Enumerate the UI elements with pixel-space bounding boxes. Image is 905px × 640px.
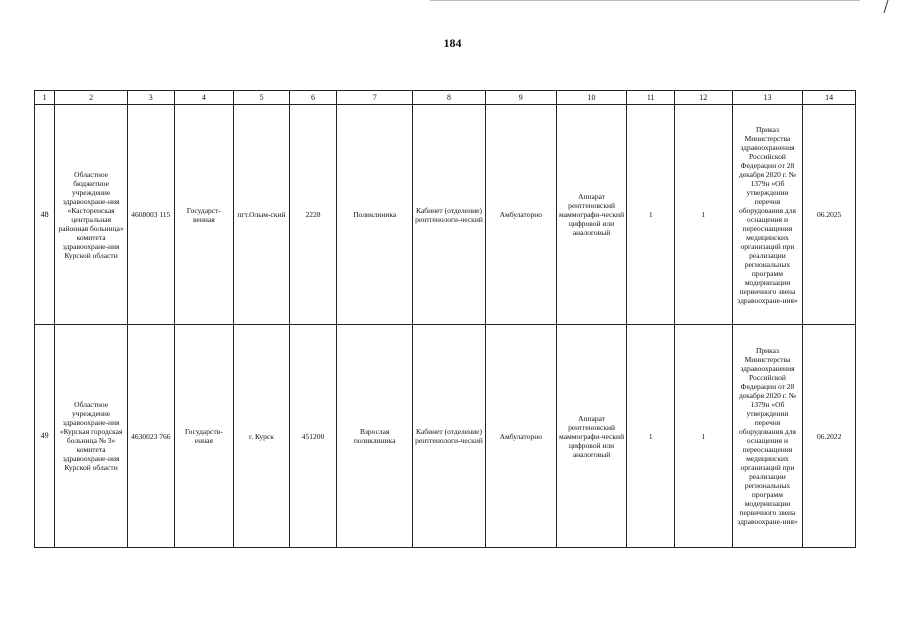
settlement: г. Курск bbox=[234, 325, 290, 548]
row-number: 49 bbox=[35, 325, 55, 548]
organization-name: Областное бюджетное учреждение здравоохране-ния «Касторенская центральная районная больница» комитета здравоохране-ния Курской области bbox=[55, 105, 128, 325]
department: Кабинет (отделение) рентгенологи-ческий bbox=[413, 325, 486, 548]
organization-inn: 4608003 115 bbox=[128, 105, 175, 325]
header-cell: 7 bbox=[337, 91, 413, 105]
organization-name: Областное учреждение здравоохране-ния «Курская городская больница № 3» комитета здравоохране-ния Курской области bbox=[55, 325, 128, 548]
equipment-table bbox=[34, 90, 856, 548]
delivery-date: 06.2022 bbox=[803, 325, 856, 548]
table-row bbox=[35, 105, 856, 325]
header-cell: 14 bbox=[803, 91, 856, 105]
scan-edge-line bbox=[430, 0, 860, 1]
equipment-name: Аппарат рентгеновский маммографи-ческий цифровой или аналоговый bbox=[556, 325, 627, 548]
settlement-code: 2228 bbox=[289, 105, 337, 325]
legal-basis: Приказ Министерства здравоохранения Российской Федерации от 28 декабря 2020 г. № 1379н «Об утверждении перечня оборудования для оснащения и переоснащения медицинских организаций при реализации региональных программ модернизации первичного звена здравоохране-ния» bbox=[732, 325, 803, 548]
quantity-b: 1 bbox=[674, 325, 732, 548]
care-conditions: Амбулаторно bbox=[485, 325, 556, 548]
quantity-b: 1 bbox=[674, 105, 732, 325]
legal-basis: Приказ Министерства здравоохранения Российской Федерации от 28 декабря 2020 г. № 1379н «Об утверждении перечня оборудования для оснащения и переоснащения медицинских организаций при реализации региональных программ модернизации первичного звена здравоохране-ния» bbox=[732, 105, 803, 325]
subdivision: Взрослая поликлиника bbox=[337, 325, 413, 548]
header-cell: 3 bbox=[128, 91, 175, 105]
row-number: 48 bbox=[35, 105, 55, 325]
table-row bbox=[35, 325, 856, 548]
pen-mark-icon bbox=[880, 0, 890, 14]
header-cell: 1 bbox=[35, 91, 55, 105]
quantity-a: 1 bbox=[627, 105, 675, 325]
header-cell: 2 bbox=[55, 91, 128, 105]
header-cell: 13 bbox=[732, 91, 803, 105]
header-cell: 8 bbox=[413, 91, 486, 105]
header-cell: 9 bbox=[485, 91, 556, 105]
header-cell: 4 bbox=[174, 91, 234, 105]
settlement-code: 451200 bbox=[289, 325, 337, 548]
header-cell: 5 bbox=[234, 91, 290, 105]
ownership-form: Государст-венная bbox=[174, 105, 234, 325]
ownership-form: Государств-енная bbox=[174, 325, 234, 548]
header-cell: 10 bbox=[556, 91, 627, 105]
delivery-date: 06.2025 bbox=[803, 105, 856, 325]
header-cell: 11 bbox=[627, 91, 675, 105]
header-cell: 6 bbox=[289, 91, 337, 105]
settlement: пгт.Олым-ский bbox=[234, 105, 290, 325]
subdivision: Поликлиника bbox=[337, 105, 413, 325]
organization-inn: 4630023 766 bbox=[128, 325, 175, 548]
department: Кабинет (отделение) рентгенологи-ческий bbox=[413, 105, 486, 325]
page-number: 184 bbox=[443, 36, 462, 50]
table-header-row bbox=[35, 91, 856, 105]
equipment-name: Аппарат рентгеновский маммографи-ческий цифровой или аналоговый bbox=[556, 105, 627, 325]
header-cell: 12 bbox=[674, 91, 732, 105]
care-conditions: Амбулаторно bbox=[485, 105, 556, 325]
quantity-a: 1 bbox=[627, 325, 675, 548]
